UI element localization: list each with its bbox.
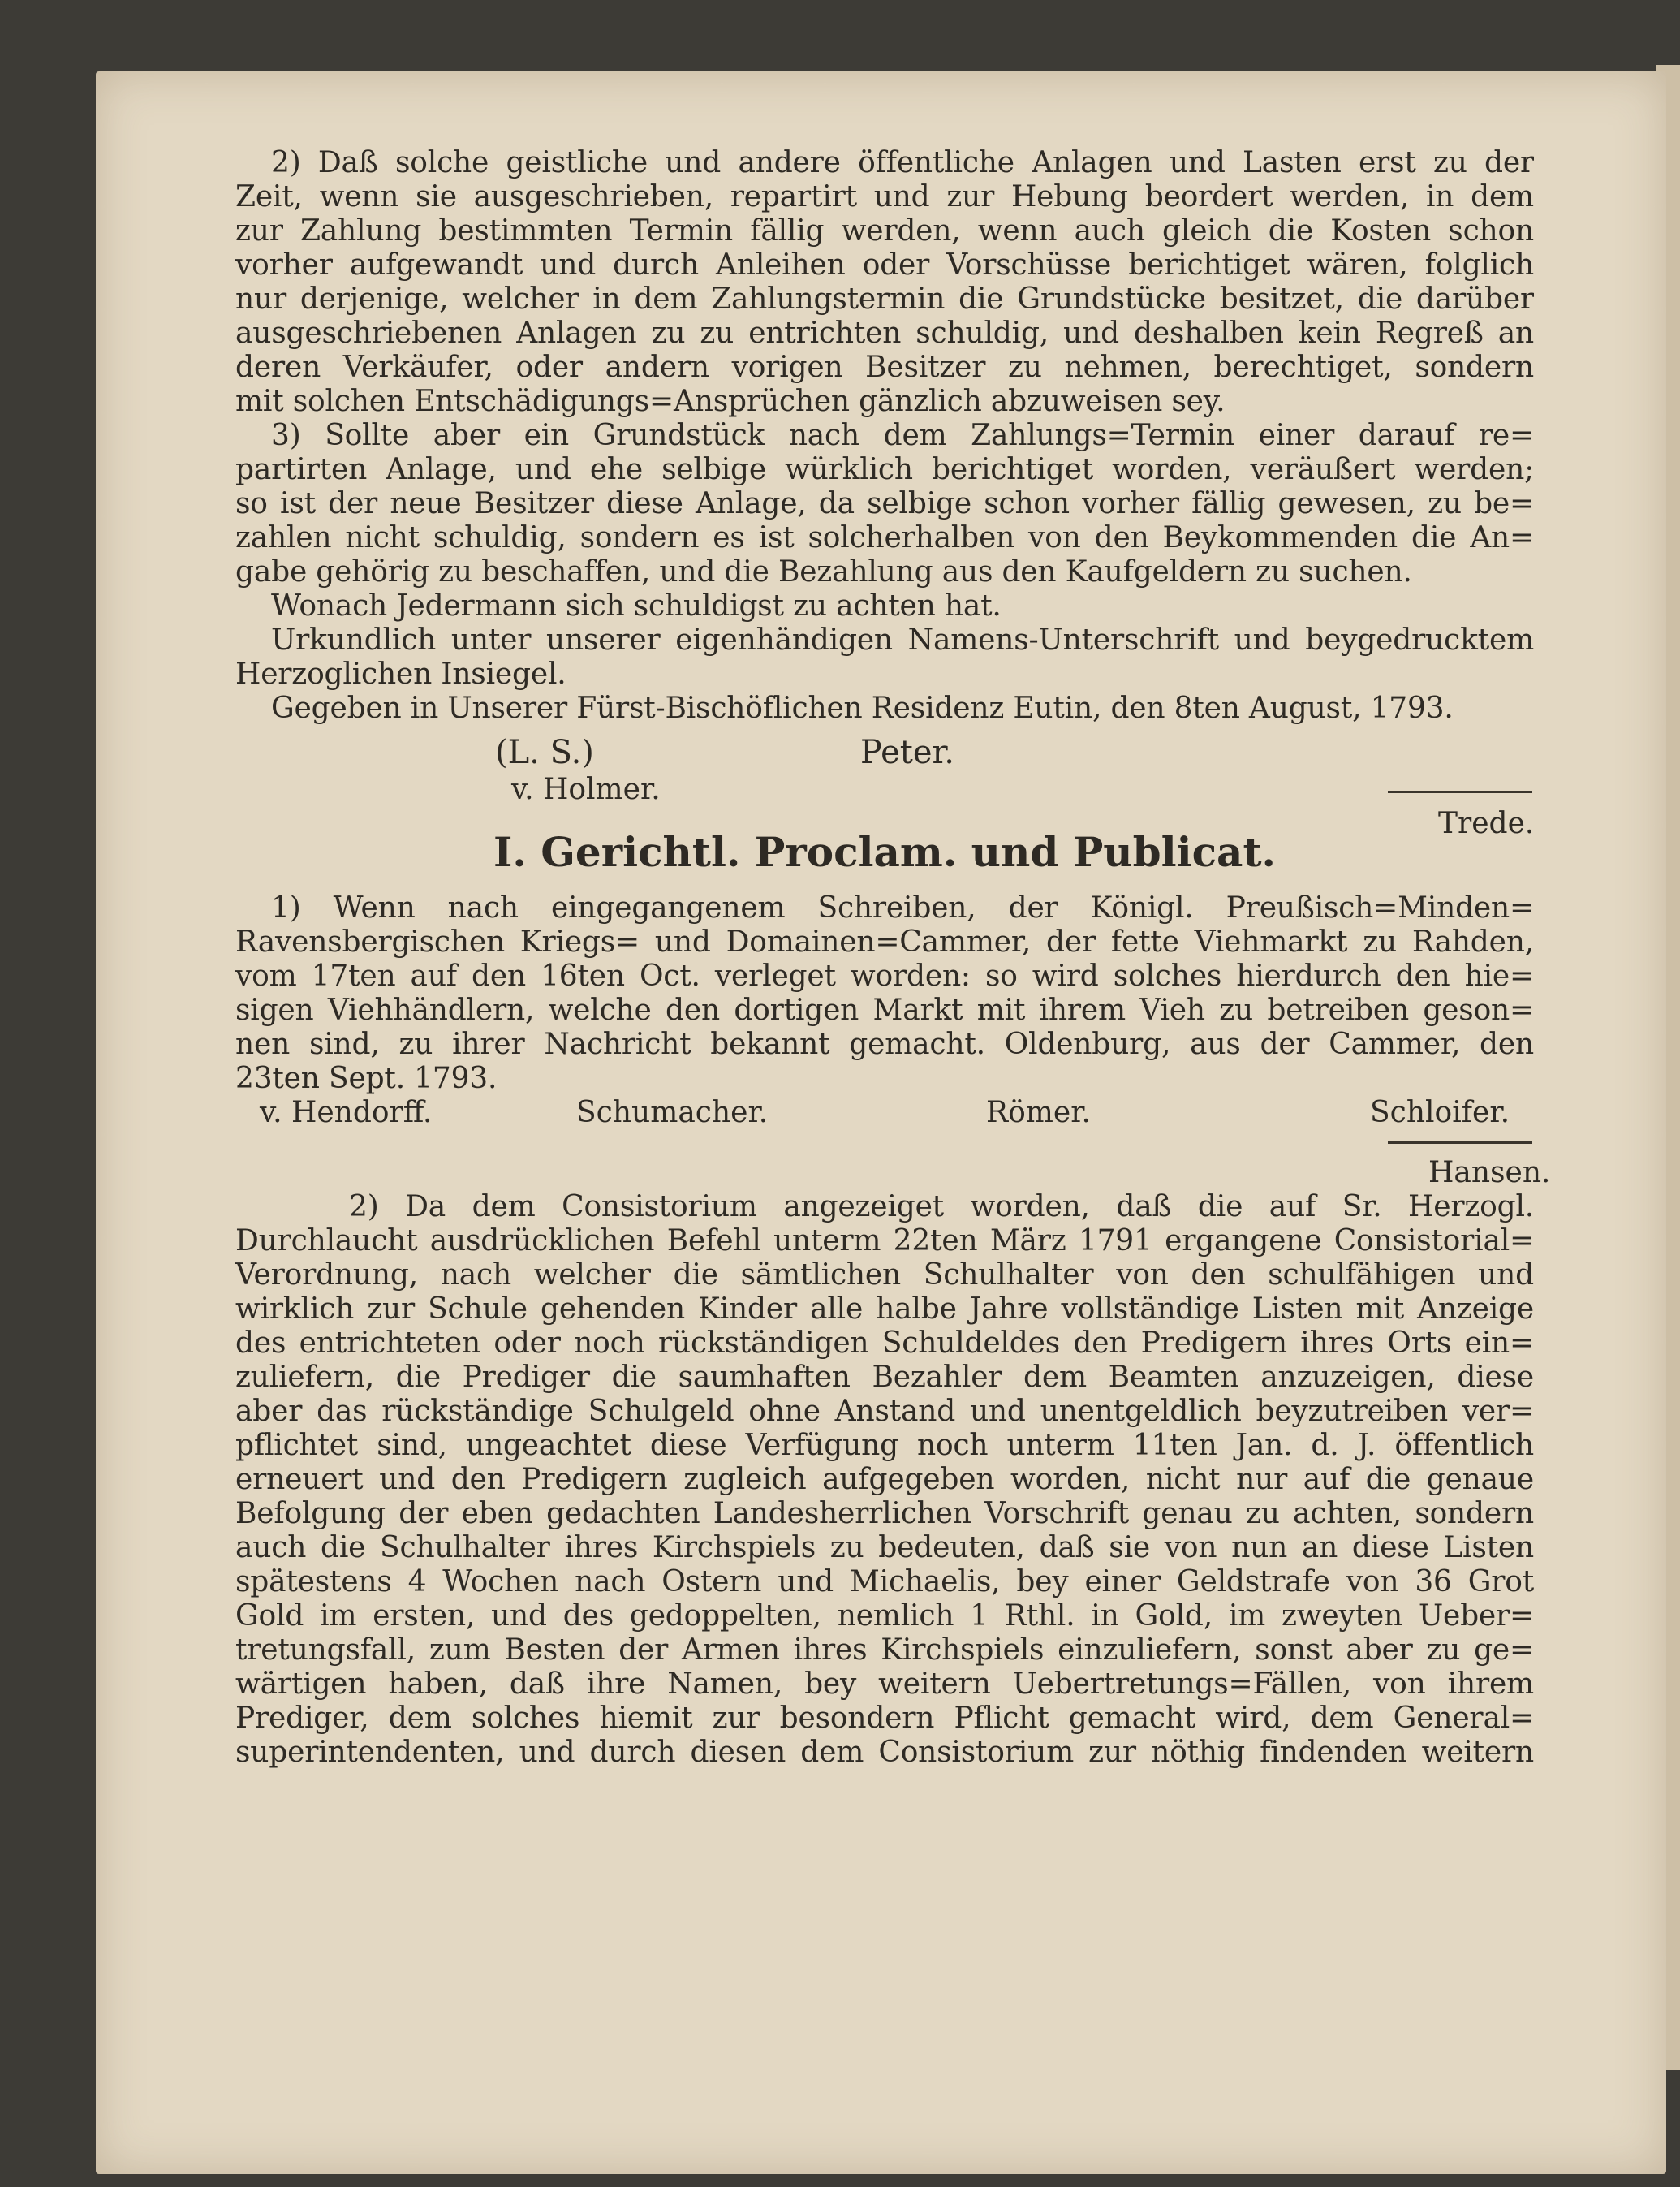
text-line: wärtigen haben, daß ihre Namen, bey weitern Uebertretungs=Fällen, von ihrem — [235, 1667, 1534, 1701]
text-line: spätestens 4 Wochen nach Ostern und Michaelis, bey einer Geldstrafe von 36 Grot — [235, 1565, 1534, 1598]
signature-trede: Trede. — [1438, 807, 1535, 840]
text-line: wirklich zur Schule gehenden Kinder alle halbe Jahre vollständige Listen mit Anzeige — [235, 1292, 1534, 1326]
text-line: vom 17ten auf den 16ten Oct. verleget worden: so wird solches hierdurch den hie= — [235, 960, 1534, 993]
signature-rule — [1388, 791, 1532, 793]
text-line: nur derjenige, welcher in dem Zahlungstermin die Grundstücke besitzet, die darüber — [235, 283, 1534, 316]
text-line: Verordnung, nach welcher die sämtlichen Schulhalter von den schulfähigen und — [235, 1258, 1534, 1292]
text-line: superintendenten, und durch diesen dem Consistorium zur nöthig findenden weitern — [235, 1736, 1534, 1769]
signature-holmer: v. Holmer. — [511, 773, 661, 806]
text-line: so ist der neue Besitzer diese Anlage, da selbige schon vorher fällig gewesen, zu be= — [235, 487, 1534, 520]
signature-peter: Peter. — [860, 734, 954, 771]
text-line: des entrichteten oder noch rückständigen Schuldeldes den Predigern ihres Orts ein= — [235, 1326, 1534, 1360]
signature-hansen: Hansen. — [1428, 1156, 1551, 1189]
text-line: deren Verkäufer, oder andern vorigen Besitzer zu nehmen, berechtiget, sondern — [235, 351, 1534, 384]
text-line: zuliefern, die Prediger die saumhaften Bezahler dem Beamten anzuzeigen, diese — [235, 1361, 1534, 1394]
signature-hendorff: v. Hendorff. — [260, 1096, 433, 1129]
section-heading: I. Gerichtl. Proclam. und Publicat. — [493, 828, 1276, 876]
text-line: Durchlaucht ausdrücklichen Befehl unterm 22ten März 1791 ergangene Consistorial= — [235, 1224, 1534, 1257]
text-line: 3) Sollte aber ein Grundstück nach dem Zahlungs=Termin einer darauf re= — [271, 419, 1534, 452]
text-line: Zeit, wenn sie ausgeschrieben, repartirt und zur Hebung beordert werden, in dem — [235, 180, 1534, 214]
text-line: gabe gehörig zu beschaffen, und die Bezahlung aus den Kaufgeldern zu suchen. — [235, 555, 1412, 589]
text-line: Gold im ersten, und des gedoppelten, nemlich 1 Rthl. in Gold, im zweyten Ueber= — [235, 1599, 1534, 1633]
text-line: auch die Schulhalter ihres Kirchspiels zu bedeuten, daß sie von nun an diese Listen — [235, 1531, 1534, 1564]
text-line: Ravensbergischen Kriegs= und Domainen=Cammer, der fette Viehmarkt zu Rahden, — [235, 925, 1534, 959]
text-line: 23ten Sept. 1793. — [235, 1062, 498, 1095]
text-line: Befolgung der eben gedachten Landesherrlichen Vorschrift genau zu achten, sondern — [235, 1497, 1534, 1530]
text-line: vorher aufgewandt und durch Anleihen oder Vorschüsse berichtiget wären, folglich — [235, 248, 1534, 282]
signature-rule — [1388, 1141, 1532, 1144]
text-line: Prediger, dem solches hiemit zur besondern Pflicht gemacht wird, dem General= — [235, 1702, 1534, 1735]
text-line: partirten Anlage, und ehe selbige würklich berichtiget worden, veräußert werden; — [235, 453, 1534, 486]
text-line: zur Zahlung bestimmten Termin fällig werden, wenn auch gleich die Kosten schon — [235, 214, 1534, 248]
text-line: 1) Wenn nach eingegangenem Schreiben, der Königl. Preußisch=Minden= — [271, 891, 1534, 925]
text-line: aber das rückständige Schulgeld ohne Anstand und unentgeldlich beyzutreiben ver= — [235, 1395, 1534, 1428]
text-line: ausgeschriebenen Anlagen zu zu entrichten schuldig, und deshalben kein Regreß an — [235, 317, 1534, 350]
text-line: Wonach Jedermann sich schuldigst zu achten hat. — [271, 589, 1002, 623]
text-line: zahlen nicht schuldig, sondern es ist solcherhalben von den Beykommenden die An= — [235, 521, 1534, 554]
text-line: 2) Da dem Consistorium angezeiget worden, daß die auf Sr. Herzogl. — [349, 1190, 1534, 1223]
signature-schloifer: Schloifer. — [1370, 1096, 1510, 1129]
seal-mark: (L. S.) — [495, 734, 594, 771]
text-line: sigen Viehhändlern, welche den dortigen Markt mit ihrem Vieh zu betreiben geson= — [235, 994, 1534, 1027]
text-line: Gegeben in Unserer Fürst-Bischöflichen Residenz Eutin, den 8ten August, 1793. — [271, 692, 1454, 725]
text-line: 2) Daß solche geistliche und andere öffentliche Anlagen und Lasten erst zu der — [271, 146, 1534, 179]
signature-roemer: Römer. — [986, 1096, 1091, 1129]
text-line: Herzoglichen Insiegel. — [235, 658, 566, 691]
text-line: Urkundlich unter unserer eigenhändigen Namens-Unterschrift und beygedrucktem — [271, 623, 1534, 657]
text-line: nen sind, zu ihrer Nachricht bekannt gemacht. Oldenburg, aus der Cammer, den — [235, 1028, 1534, 1061]
text-line: erneuert und den Predigern zugleich aufgegeben worden, nicht nur auf die genaue — [235, 1463, 1534, 1496]
text-line: mit solchen Entschädigungs=Ansprüchen gänzlich abzuweisen sey. — [235, 385, 1226, 418]
text-line: tretungsfall, zum Besten der Armen ihres Kirchspiels einzuliefern, sonst aber zu ge= — [235, 1633, 1534, 1667]
signature-schumacher: Schumacher. — [576, 1096, 769, 1129]
text-line: pflichtet sind, ungeachtet diese Verfügung noch unterm 11ten Jan. d. J. öffentlich — [235, 1429, 1534, 1462]
